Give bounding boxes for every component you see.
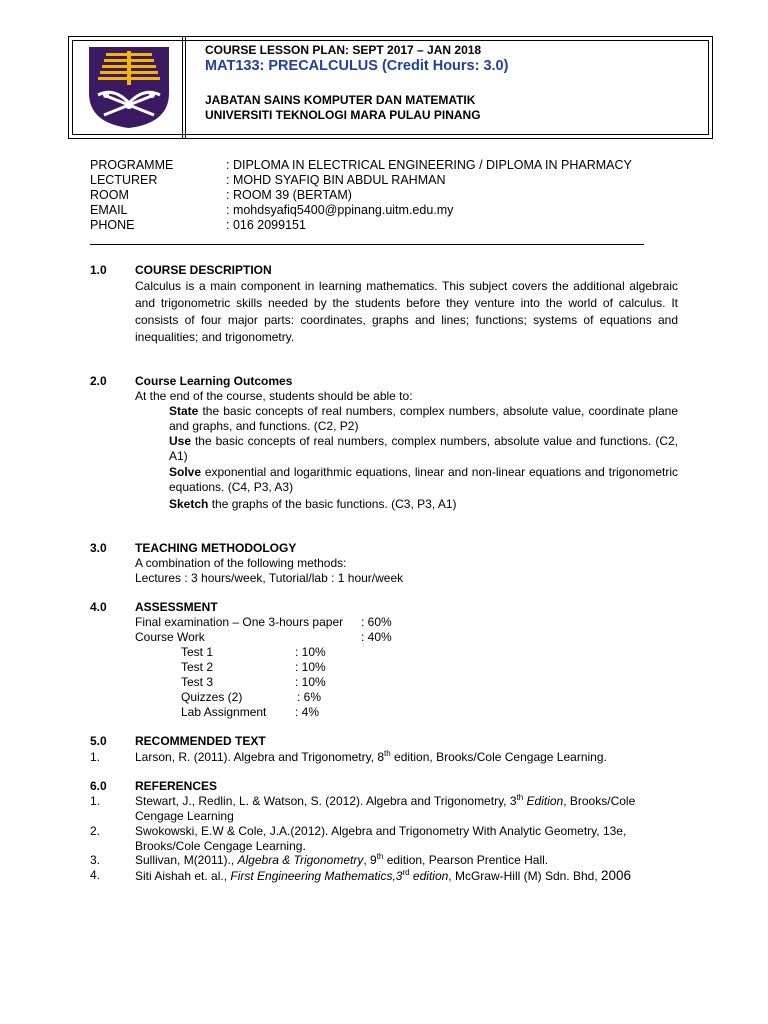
room-value: : ROOM 39 (BERTAM) — [226, 188, 352, 202]
section-number: 5.0 — [90, 734, 107, 748]
reference-item: Siti Aishah et. al., First Engineering Mathematics,3rd edition, McGraw-Hill (M) Sdn. Bhd, 2006 — [135, 868, 632, 883]
assessment-item-label: Lab Assignment — [181, 705, 267, 719]
lesson-plan-title: COURSE LESSON PLAN: SEPT 2017 – JAN 2018 — [205, 43, 482, 57]
programme-value: : DIPLOMA IN ELECTRICAL ENGINEERING / DIPLOMA IN PHARMACY — [226, 158, 632, 172]
reference-number: 1. — [90, 750, 101, 764]
assessment-item-value: : 10% — [295, 645, 326, 659]
section-title-course-description: COURSE DESCRIPTION — [135, 263, 272, 277]
section-number: 6.0 — [90, 779, 107, 793]
university-name: UNIVERSITI TEKNOLOGI MARA PULAU PINANG — [205, 108, 481, 122]
section-number: 4.0 — [90, 600, 107, 614]
outcome-item: Solve exponential and logarithmic equations, linear and non-linear equations and trigonometric equations. (C4, P3, A3) — [169, 465, 678, 494]
department-name: JABATAN SAINS KOMPUTER DAN MATEMATIK — [205, 93, 476, 107]
assessment-item-value: : 10% — [295, 660, 326, 674]
outcome-item: State the basic concepts of real numbers, complex numbers, absolute value, coordinate plane and graphs, and functions. (C2, P2) — [169, 404, 678, 433]
final-exam-label: Final examination – One 3-hours paper — [135, 615, 344, 629]
reference-item: Swokowski, E.W & Cole, J.A.(2012). Algebra and Trigonometry With Analytic Geometry, 13e, Brooks/Cole Cengage Learning. — [135, 824, 627, 853]
reference-number: 2. — [90, 824, 101, 838]
divider-rule — [90, 244, 644, 245]
university-logo — [84, 43, 174, 129]
reference-item: Stewart, J., Redlin, L. & Watson, S. (2012). Algebra and Trigonometry, 3th Edition, Brooks/Cole Cengage Learning — [135, 793, 636, 823]
section-title-teaching-methodology: TEACHING METHODOLOGY — [135, 541, 297, 555]
coursework-value: : 40% — [361, 630, 392, 644]
assessment-item-label: Quizzes (2) — [181, 690, 243, 704]
assessment-item-value: : 6% — [297, 690, 322, 704]
phone-label: PHONE — [90, 218, 135, 232]
section-number: 2.0 — [90, 374, 107, 388]
reference-number: 1. — [90, 794, 101, 808]
section-title-references: REFERENCES — [135, 779, 218, 793]
reference-item: Sullivan, M(2011)., Algebra & Trigonometry, 9th edition, Pearson Prentice Hall. — [135, 852, 549, 867]
methodology-line: Lectures : 3 hours/week, Tutorial/lab : 1 hour/week — [135, 571, 404, 585]
assessment-item-label: Test 2 — [181, 660, 214, 674]
assessment-item-label: Test 1 — [181, 645, 214, 659]
section-number: 3.0 — [90, 541, 107, 555]
email-label: EMAIL — [90, 203, 128, 217]
course-description-text: Calculus is a main component in learning mathematics. This subject covers the additional algebraic and trigonometric skills needed by the students before they venture into the world of calculus. It consists of four major parts: coordinates, graphs and lines; functions; systems of equations and inequalities; and trigonometry. — [135, 279, 678, 344]
assessment-item-label: Test 3 — [181, 675, 214, 689]
assessment-item-value: : 10% — [295, 675, 326, 689]
reference-number: 4. — [90, 868, 101, 882]
email-value: : mohdsyafiq5400@ppinang.uitm.edu.my — [226, 203, 454, 217]
section-title-learning-outcomes: Course Learning Outcomes — [135, 374, 293, 388]
outcome-item: Use the basic concepts of real numbers, complex numbers, absolute value and functions. (C2, A1) — [169, 434, 678, 463]
coursework-label: Course Work — [135, 630, 205, 644]
section-title-assessment: ASSESSMENT — [135, 600, 218, 614]
methodology-line: A combination of the following methods: — [135, 556, 347, 570]
reference-number: 3. — [90, 853, 101, 867]
programme-label: PROGRAMME — [90, 158, 174, 172]
section-title-recommended-text: RECOMMENDED TEXT — [135, 734, 266, 748]
header-divider — [182, 36, 183, 139]
section-number: 1.0 — [90, 263, 107, 277]
lecturer-value: : MOHD SYAFIQ BIN ABDUL RAHMAN — [226, 173, 446, 187]
final-exam-value: : 60% — [361, 615, 392, 629]
room-label: ROOM — [90, 188, 129, 202]
lecturer-label: LECTURER — [90, 173, 158, 187]
outcomes-intro: At the end of the course, students should be able to: — [135, 389, 413, 403]
phone-value: : 016 2099151 — [226, 218, 306, 232]
assessment-item-value: : 4% — [295, 705, 320, 719]
course-title: MAT133: PRECALCULUS (Credit Hours: 3.0) — [205, 58, 509, 74]
header-divider — [185, 36, 186, 139]
recommended-text-item: Larson, R. (2011). Algebra and Trigonometry, 8th edition, Brooks/Cole Cengage Learning. — [135, 749, 607, 764]
outcome-item: Sketch the graphs of the basic functions. (C3, P3, A1) — [169, 497, 457, 511]
